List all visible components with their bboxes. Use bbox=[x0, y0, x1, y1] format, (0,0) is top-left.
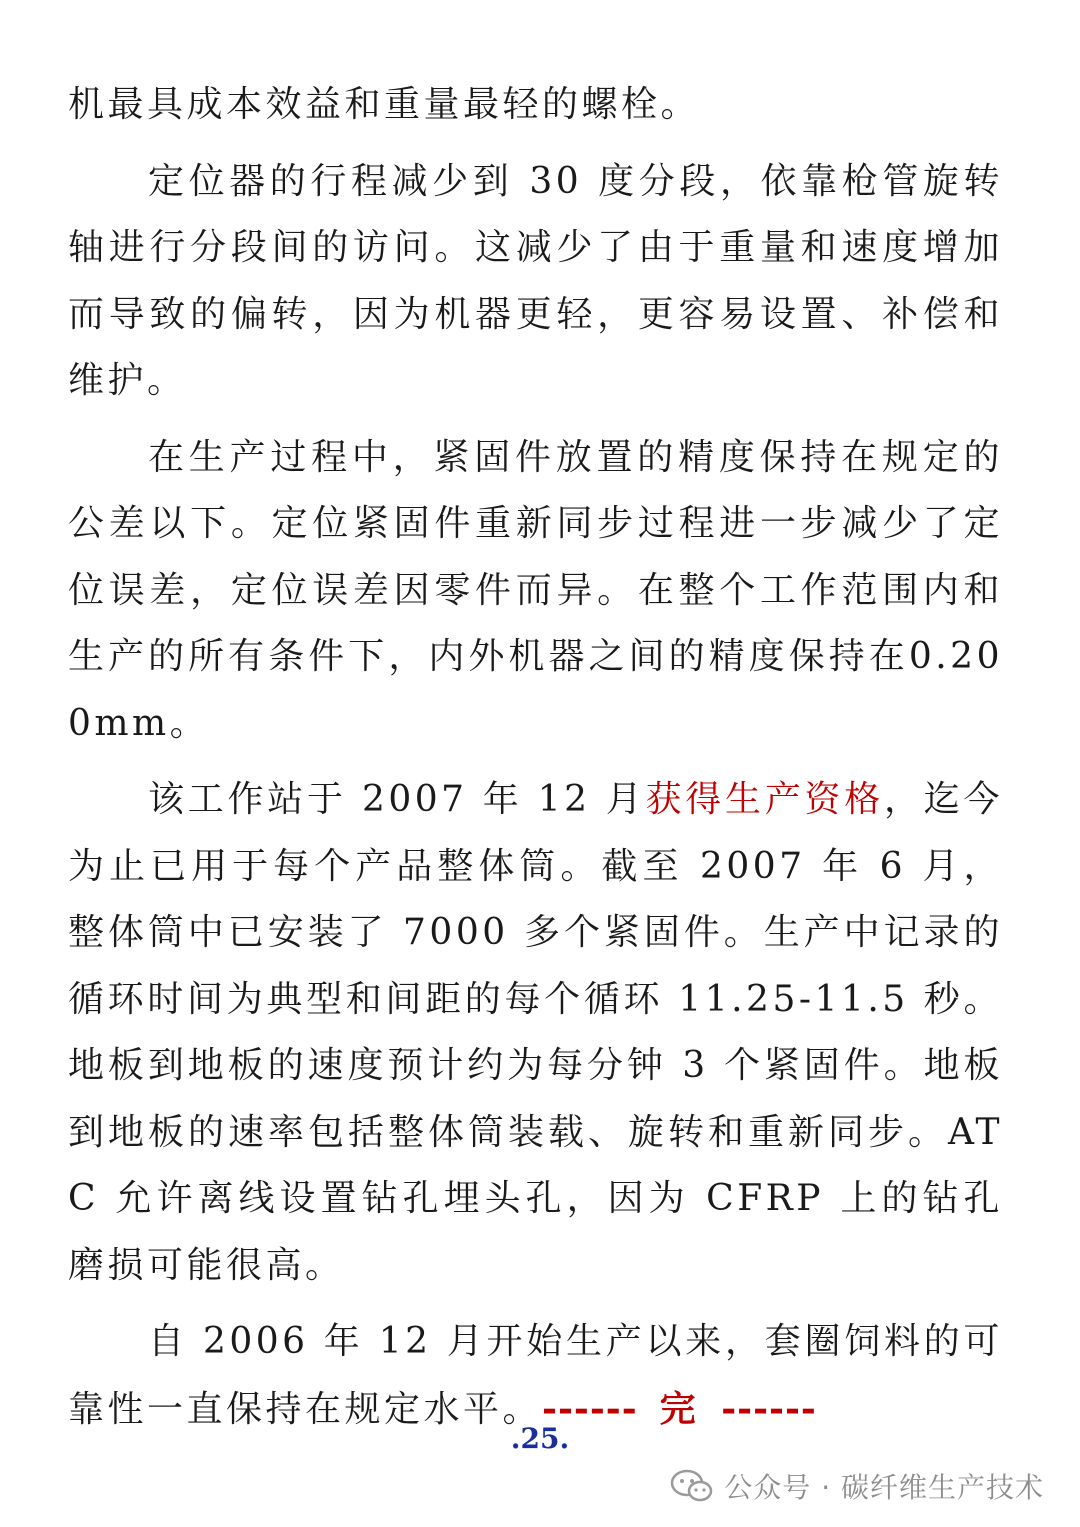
document-page bbox=[68, 72, 1003, 1453]
watermark bbox=[670, 1462, 1044, 1510]
watermark-text: 公众号 · 碳纤维生产技术 bbox=[724, 1471, 1044, 1504]
paragraph-text: 自 2006 年 12 月开始生产以来，套圈饲料的可靠性一直保持在规定水平。 bbox=[68, 1321, 1003, 1430]
paragraph-fastener-accuracy: 在生产过程中，紧固件放置的精度保持在规定的公差以下。定位紧固件重新同步过程进一步减少了定位误差，定位误差因零件而异。在整个工作范围内和生产的所有条件下，内外机器之间的精度保持在0.200mm。 bbox=[68, 436, 1003, 744]
highlighted-phrase: 获得生产资格 bbox=[645, 779, 884, 820]
end-marker: 完 bbox=[659, 1387, 700, 1430]
paragraph-production-qualification bbox=[68, 767, 1003, 1299]
wechat-icon bbox=[670, 1468, 714, 1504]
paragraph-text-before: 该工作站于 2007 年 12 月 bbox=[148, 779, 646, 820]
paragraph-continuation: 机最具成本效益和重量最轻的螺栓。 bbox=[68, 84, 701, 125]
end-dash-left: ------ bbox=[542, 1387, 638, 1430]
page-number: .25. bbox=[510, 1422, 570, 1455]
end-dash-right: ------ bbox=[721, 1387, 817, 1430]
paragraph-positioner-travel: 定位器的行程减少到 30 度分段，依靠枪管旋转轴进行分段间的访问。这减少了由于重量和速度增加而导致的偏转，因为机器更轻，更容易设置、补偿和维护。 bbox=[68, 160, 1003, 401]
paragraph-text-after: ，迄今为止已用于每个产品整体筒。截至 2007 年 6 月，整体筒中已安装了 7000 多个紧固件。生产中记录的循环时间为典型和间距的每个循环 11.25-11.5 秒。地板到地板的速度预计约为每分钟 3 个紧固件。地板到地板的速率包括整体筒装载、旋转和重新同步。ATC 允许离线设置钻孔埋头孔，因为 CFRP 上的钻孔磨损可能很高。 bbox=[68, 779, 1003, 1286]
